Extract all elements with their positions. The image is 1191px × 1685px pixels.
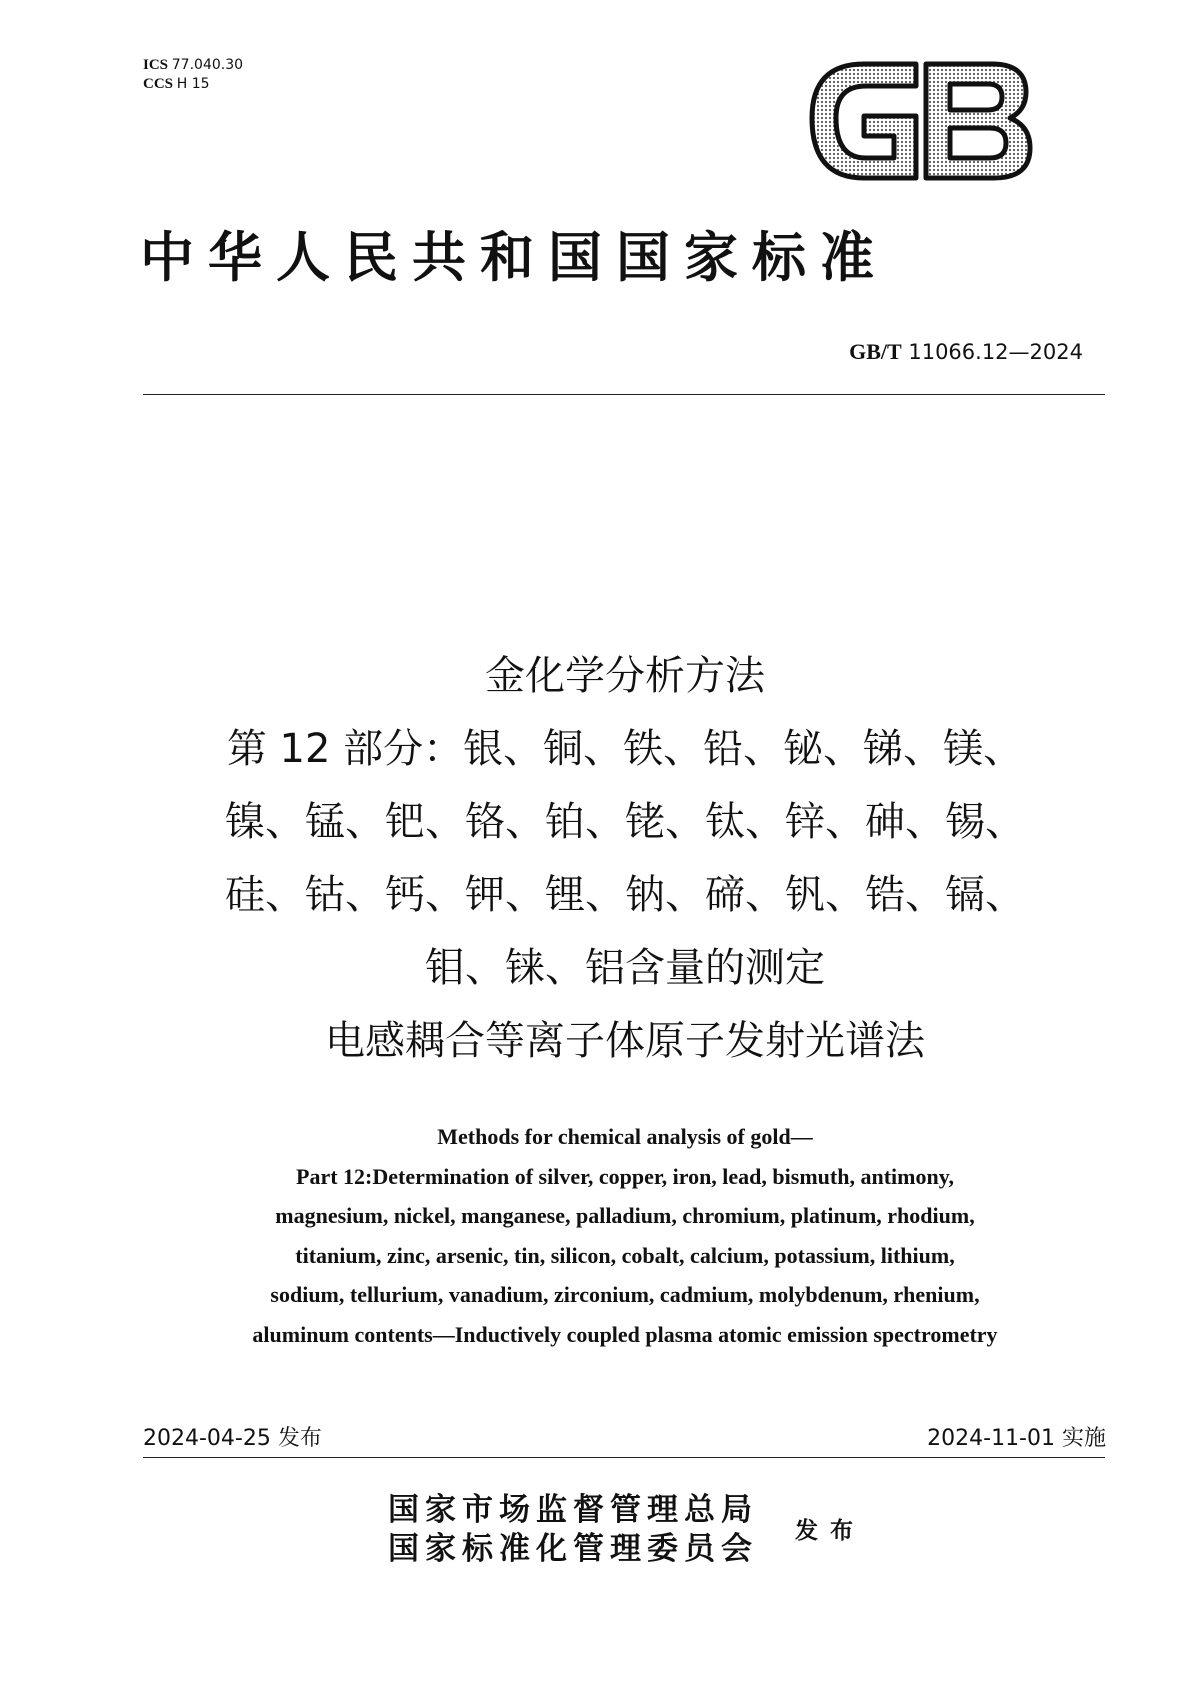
english-title-line: titanium, zinc, arsenic, tin, silicon, cobalt, calcium, potassium, lithium, <box>295 1242 955 1268</box>
chinese-title-line: 第 12 部分：银、铜、铁、铅、铋、锑、镁、 <box>226 726 1024 772</box>
chinese-title <box>100 640 1150 1078</box>
ccs-label: CCS <box>143 76 174 92</box>
ccs-line <box>143 75 243 94</box>
chinese-title-line: 电感耦合等离子体原子发射光谱法 <box>325 1018 925 1064</box>
english-title-line: Methods for chemical analysis of gold— <box>437 1124 813 1149</box>
ics-line <box>143 56 243 75</box>
chinese-title-line: 镍、锰、钯、铬、铂、铑、钛、锌、砷、锡、 <box>225 799 1025 845</box>
logo-letter-g <box>812 64 916 178</box>
english-title-line: aluminum contents—Inductively coupled plasma atomic emission spectrometry <box>252 1321 998 1347</box>
classification-codes <box>143 56 243 94</box>
ics-code: 77.040.30 <box>171 57 244 73</box>
logo-letter-b <box>926 64 1030 178</box>
gb-logo <box>804 60 1036 184</box>
header-divider <box>143 394 1105 395</box>
issuing-authorities <box>388 1491 758 1569</box>
standard-number <box>849 339 1083 365</box>
effective-date: 2024-11-01 实施 <box>927 1426 1106 1451</box>
chinese-title-line: 硅、钴、钙、钾、锂、钠、碲、钒、锆、镉、 <box>225 872 1025 918</box>
standard-prefix: GB/T <box>849 339 902 364</box>
ccs-code: H 15 <box>176 76 210 92</box>
chinese-title-line: 金化学分析方法 <box>485 653 765 699</box>
chinese-title-line: 钼、铼、铝含量的测定 <box>425 945 825 991</box>
issue-date: 2024-04-25 发布 <box>143 1426 322 1451</box>
english-title <box>100 1117 1150 1354</box>
footer-divider <box>143 1457 1105 1458</box>
english-title-line: Part 12:Determination of silver, copper, iron, lead, bismuth, antimony, <box>296 1163 954 1189</box>
issuer-samr: 国家市场监督管理总局 <box>388 1492 758 1528</box>
ics-label: ICS <box>143 57 169 73</box>
publish-label: 发布 <box>795 1517 865 1544</box>
english-title-line: magnesium, nickel, manganese, palladium, chromium, platinum, rhodium, <box>275 1203 975 1228</box>
standard-code: 11066.12—2024 <box>908 340 1083 364</box>
issuer-sac: 国家标准化管理委员会 <box>388 1531 758 1567</box>
english-title-line: sodium, tellurium, vanadium, zirconium, cadmium, molybdenum, rhenium, <box>270 1282 980 1307</box>
national-standard-title: 中华人民共和国国家标准 <box>140 225 888 289</box>
